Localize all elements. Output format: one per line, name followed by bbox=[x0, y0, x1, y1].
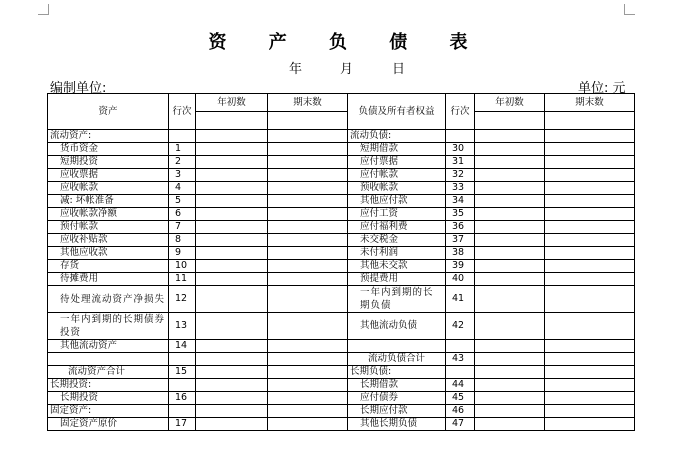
asset-begin-cell bbox=[196, 313, 268, 340]
table-row bbox=[48, 221, 635, 234]
asset-begin-cell bbox=[196, 366, 268, 379]
liab-begin-cell bbox=[475, 156, 545, 169]
liab-end-cell bbox=[545, 313, 635, 340]
table-row bbox=[48, 169, 635, 182]
liab-row-no-cell: 35 bbox=[446, 208, 475, 221]
liab-name-cell bbox=[348, 340, 446, 353]
asset-end-cell bbox=[268, 379, 348, 392]
asset-end-cell bbox=[268, 313, 348, 340]
table-row bbox=[48, 353, 635, 366]
table-row bbox=[48, 247, 635, 260]
asset-name-cell: 货币资金 bbox=[48, 143, 169, 156]
liab-name-cell: 预收帐款 bbox=[348, 182, 446, 195]
liab-name-cell: 未付利润 bbox=[348, 247, 446, 260]
asset-row-no-cell: 2 bbox=[169, 156, 196, 169]
asset-begin-cell bbox=[196, 286, 268, 313]
asset-row-no-cell bbox=[169, 130, 196, 143]
liab-name-cell: 其他应付款 bbox=[348, 195, 446, 208]
liab-end-cell bbox=[545, 418, 635, 431]
header-begin-2: 年初数 bbox=[475, 94, 545, 112]
asset-end-cell bbox=[268, 260, 348, 273]
liab-begin-cell bbox=[475, 353, 545, 366]
liab-row-no-cell: 31 bbox=[446, 156, 475, 169]
asset-name-cell: 短期投资 bbox=[48, 156, 169, 169]
asset-begin-cell bbox=[196, 418, 268, 431]
table-row bbox=[48, 313, 635, 340]
header-liab: 负债及所有者权益 bbox=[348, 94, 446, 130]
asset-begin-cell bbox=[196, 353, 268, 366]
asset-end-cell bbox=[268, 273, 348, 286]
asset-row-no-cell: 12 bbox=[169, 286, 196, 313]
liab-begin-cell bbox=[475, 366, 545, 379]
liab-begin-cell bbox=[475, 260, 545, 273]
asset-name-cell: 应收帐款 bbox=[48, 182, 169, 195]
asset-begin-cell bbox=[196, 273, 268, 286]
liab-end-cell bbox=[545, 260, 635, 273]
liab-end-cell bbox=[545, 130, 635, 143]
asset-row-no-cell: 14 bbox=[169, 340, 196, 353]
asset-begin-cell bbox=[196, 169, 268, 182]
liab-end-cell bbox=[545, 234, 635, 247]
asset-end-cell bbox=[268, 130, 348, 143]
liab-name-cell: 其他未交款 bbox=[348, 260, 446, 273]
liab-begin-cell bbox=[475, 169, 545, 182]
liab-row-no-cell: 30 bbox=[446, 143, 475, 156]
header-end2-blank bbox=[545, 112, 635, 130]
asset-row-no-cell: 6 bbox=[169, 208, 196, 221]
asset-row-no-cell: 13 bbox=[169, 313, 196, 340]
asset-end-cell bbox=[268, 182, 348, 195]
asset-end-cell bbox=[268, 221, 348, 234]
asset-row-no-cell: 5 bbox=[169, 195, 196, 208]
asset-name-cell: 应收补贴款 bbox=[48, 234, 169, 247]
liab-end-cell bbox=[545, 143, 635, 156]
liab-begin-cell bbox=[475, 418, 545, 431]
liab-end-cell bbox=[545, 195, 635, 208]
asset-begin-cell bbox=[196, 247, 268, 260]
table-row bbox=[48, 130, 635, 143]
asset-row-no-cell: 10 bbox=[169, 260, 196, 273]
liab-end-cell bbox=[545, 247, 635, 260]
liab-begin-cell bbox=[475, 313, 545, 340]
asset-end-cell bbox=[268, 418, 348, 431]
liab-row-no-cell bbox=[446, 340, 475, 353]
asset-row-no-cell bbox=[169, 353, 196, 366]
header-end-blank bbox=[268, 112, 348, 130]
liab-row-no-cell: 36 bbox=[446, 221, 475, 234]
header-row-no: 行次 bbox=[169, 94, 196, 130]
table-row bbox=[48, 260, 635, 273]
liab-end-cell bbox=[545, 221, 635, 234]
table-row bbox=[48, 234, 635, 247]
asset-end-cell bbox=[268, 353, 348, 366]
unit-label: 单位: 元 bbox=[578, 81, 626, 96]
liab-end-cell bbox=[545, 340, 635, 353]
liab-name-cell: 应付帐款 bbox=[348, 169, 446, 182]
asset-begin-cell bbox=[196, 208, 268, 221]
asset-begin-cell bbox=[196, 340, 268, 353]
asset-name-cell: 长期投资: bbox=[48, 379, 169, 392]
liab-begin-cell bbox=[475, 405, 545, 418]
table-row bbox=[48, 143, 635, 156]
header-row-no-2: 行次 bbox=[446, 94, 475, 130]
liab-name-cell: 长期负债: bbox=[348, 366, 446, 379]
liab-end-cell bbox=[545, 169, 635, 182]
liab-begin-cell bbox=[475, 221, 545, 234]
report-title: 资 产 负 债 表 bbox=[208, 32, 486, 53]
table-row bbox=[48, 340, 635, 353]
asset-row-no-cell bbox=[169, 405, 196, 418]
liab-row-no-cell: 37 bbox=[446, 234, 475, 247]
asset-end-cell bbox=[268, 143, 348, 156]
table-row bbox=[48, 182, 635, 195]
liab-row-no-cell: 46 bbox=[446, 405, 475, 418]
liab-name-cell: 流动负债合计 bbox=[348, 353, 446, 366]
liab-name-cell: 长期借款 bbox=[348, 379, 446, 392]
asset-begin-cell bbox=[196, 379, 268, 392]
liab-end-cell bbox=[545, 273, 635, 286]
table-row bbox=[48, 405, 635, 418]
asset-begin-cell bbox=[196, 195, 268, 208]
liab-end-cell bbox=[545, 182, 635, 195]
header-begin-blank bbox=[196, 112, 268, 130]
table-row bbox=[48, 156, 635, 169]
liab-name-cell: 应付工资 bbox=[348, 208, 446, 221]
table-row bbox=[48, 195, 635, 208]
liab-row-no-cell: 43 bbox=[446, 353, 475, 366]
asset-name-cell: 流动资产: bbox=[48, 130, 169, 143]
asset-row-no-cell: 8 bbox=[169, 234, 196, 247]
asset-name-cell: 固定资产: bbox=[48, 405, 169, 418]
liab-name-cell: 一年内到期的长期负债 bbox=[348, 286, 446, 313]
liab-name-cell: 短期借款 bbox=[348, 143, 446, 156]
liab-begin-cell bbox=[475, 392, 545, 405]
asset-begin-cell bbox=[196, 143, 268, 156]
asset-row-no-cell: 1 bbox=[169, 143, 196, 156]
liab-end-cell bbox=[545, 379, 635, 392]
liab-name-cell: 应付福利费 bbox=[348, 221, 446, 234]
liab-row-no-cell: 33 bbox=[446, 182, 475, 195]
asset-end-cell bbox=[268, 286, 348, 313]
liab-name-cell: 应付票据 bbox=[348, 156, 446, 169]
liab-row-no-cell bbox=[446, 130, 475, 143]
asset-begin-cell bbox=[196, 260, 268, 273]
page-corner-mark-right bbox=[624, 4, 635, 15]
liab-begin-cell bbox=[475, 340, 545, 353]
date-year: 年 bbox=[289, 62, 303, 77]
liab-end-cell bbox=[545, 392, 635, 405]
asset-row-no-cell bbox=[169, 379, 196, 392]
liab-row-no-cell: 45 bbox=[446, 392, 475, 405]
liab-begin-cell bbox=[475, 130, 545, 143]
liab-end-cell bbox=[545, 366, 635, 379]
liab-row-no-cell: 47 bbox=[446, 418, 475, 431]
asset-end-cell bbox=[268, 234, 348, 247]
asset-begin-cell bbox=[196, 182, 268, 195]
header-end: 期末数 bbox=[268, 94, 348, 112]
asset-name-cell: 长期投资 bbox=[48, 392, 169, 405]
table-row bbox=[48, 208, 635, 221]
asset-end-cell bbox=[268, 169, 348, 182]
asset-name-cell: 减: 坏帐准备 bbox=[48, 195, 169, 208]
asset-end-cell bbox=[268, 156, 348, 169]
table-row bbox=[48, 418, 635, 431]
asset-row-no-cell: 3 bbox=[169, 169, 196, 182]
header-begin2-blank bbox=[475, 112, 545, 130]
liab-name-cell: 预提费用 bbox=[348, 273, 446, 286]
asset-row-no-cell: 11 bbox=[169, 273, 196, 286]
asset-row-no-cell: 9 bbox=[169, 247, 196, 260]
asset-end-cell bbox=[268, 366, 348, 379]
asset-name-cell: 流动资产合计 bbox=[48, 366, 169, 379]
liab-row-no-cell: 34 bbox=[446, 195, 475, 208]
liab-name-cell: 应付债券 bbox=[348, 392, 446, 405]
liab-begin-cell bbox=[475, 195, 545, 208]
asset-begin-cell bbox=[196, 234, 268, 247]
liab-end-cell bbox=[545, 208, 635, 221]
asset-name-cell: 待摊费用 bbox=[48, 273, 169, 286]
liab-row-no-cell: 41 bbox=[446, 286, 475, 313]
asset-row-no-cell: 17 bbox=[169, 418, 196, 431]
liab-begin-cell bbox=[475, 143, 545, 156]
asset-name-cell: 固定资产原价 bbox=[48, 418, 169, 431]
liab-end-cell bbox=[545, 286, 635, 313]
liab-begin-cell bbox=[475, 379, 545, 392]
asset-row-no-cell: 15 bbox=[169, 366, 196, 379]
liab-begin-cell bbox=[475, 247, 545, 260]
asset-name-cell: 预付帐款 bbox=[48, 221, 169, 234]
liab-begin-cell bbox=[475, 182, 545, 195]
date-month: 月 bbox=[340, 62, 354, 77]
liab-begin-cell bbox=[475, 286, 545, 313]
table-row bbox=[48, 379, 635, 392]
liab-row-no-cell: 40 bbox=[446, 273, 475, 286]
asset-name-cell: 一年内到期的长期债券投资 bbox=[48, 313, 169, 340]
header-begin: 年初数 bbox=[196, 94, 268, 112]
asset-name-cell: 应收帐款净额 bbox=[48, 208, 169, 221]
liab-row-no-cell bbox=[446, 366, 475, 379]
asset-name-cell bbox=[48, 353, 169, 366]
liab-begin-cell bbox=[475, 208, 545, 221]
asset-name-cell: 存货 bbox=[48, 260, 169, 273]
liab-row-no-cell: 44 bbox=[446, 379, 475, 392]
asset-row-no-cell: 7 bbox=[169, 221, 196, 234]
table-row bbox=[48, 366, 635, 379]
asset-begin-cell bbox=[196, 156, 268, 169]
header-end-2: 期末数 bbox=[545, 94, 635, 112]
liab-end-cell bbox=[545, 156, 635, 169]
table-row bbox=[48, 392, 635, 405]
header-row bbox=[48, 94, 635, 112]
asset-end-cell bbox=[268, 208, 348, 221]
table-row bbox=[48, 273, 635, 286]
liab-row-no-cell: 32 bbox=[446, 169, 475, 182]
asset-end-cell bbox=[268, 405, 348, 418]
liab-name-cell: 其他长期负债 bbox=[348, 418, 446, 431]
liab-begin-cell bbox=[475, 273, 545, 286]
asset-end-cell bbox=[268, 340, 348, 353]
asset-row-no-cell: 4 bbox=[169, 182, 196, 195]
asset-begin-cell bbox=[196, 130, 268, 143]
liab-begin-cell bbox=[475, 234, 545, 247]
company-label: 编制单位: bbox=[50, 81, 107, 96]
page-corner-mark-left bbox=[38, 4, 49, 15]
liab-name-cell: 流动负债: bbox=[348, 130, 446, 143]
asset-row-no-cell: 16 bbox=[169, 392, 196, 405]
asset-begin-cell bbox=[196, 405, 268, 418]
liab-end-cell bbox=[545, 353, 635, 366]
asset-begin-cell bbox=[196, 392, 268, 405]
asset-end-cell bbox=[268, 195, 348, 208]
liab-name-cell: 未交税金 bbox=[348, 234, 446, 247]
asset-name-cell: 其他流动资产 bbox=[48, 340, 169, 353]
liab-row-no-cell: 39 bbox=[446, 260, 475, 273]
liab-row-no-cell: 38 bbox=[446, 247, 475, 260]
liab-row-no-cell: 42 bbox=[446, 313, 475, 340]
asset-end-cell bbox=[268, 247, 348, 260]
table-row bbox=[48, 286, 635, 313]
liab-name-cell: 其他流动负债 bbox=[348, 313, 446, 340]
liab-end-cell bbox=[545, 405, 635, 418]
asset-end-cell bbox=[268, 392, 348, 405]
liab-name-cell: 长期应付款 bbox=[348, 405, 446, 418]
asset-name-cell: 其他应收款 bbox=[48, 247, 169, 260]
date-day: 日 bbox=[392, 62, 406, 77]
header-asset: 资产 bbox=[48, 94, 169, 130]
asset-begin-cell bbox=[196, 221, 268, 234]
balance-sheet-table bbox=[47, 93, 635, 431]
asset-name-cell: 应收票据 bbox=[48, 169, 169, 182]
asset-name-cell: 待处理流动资产净损失 bbox=[48, 286, 169, 313]
